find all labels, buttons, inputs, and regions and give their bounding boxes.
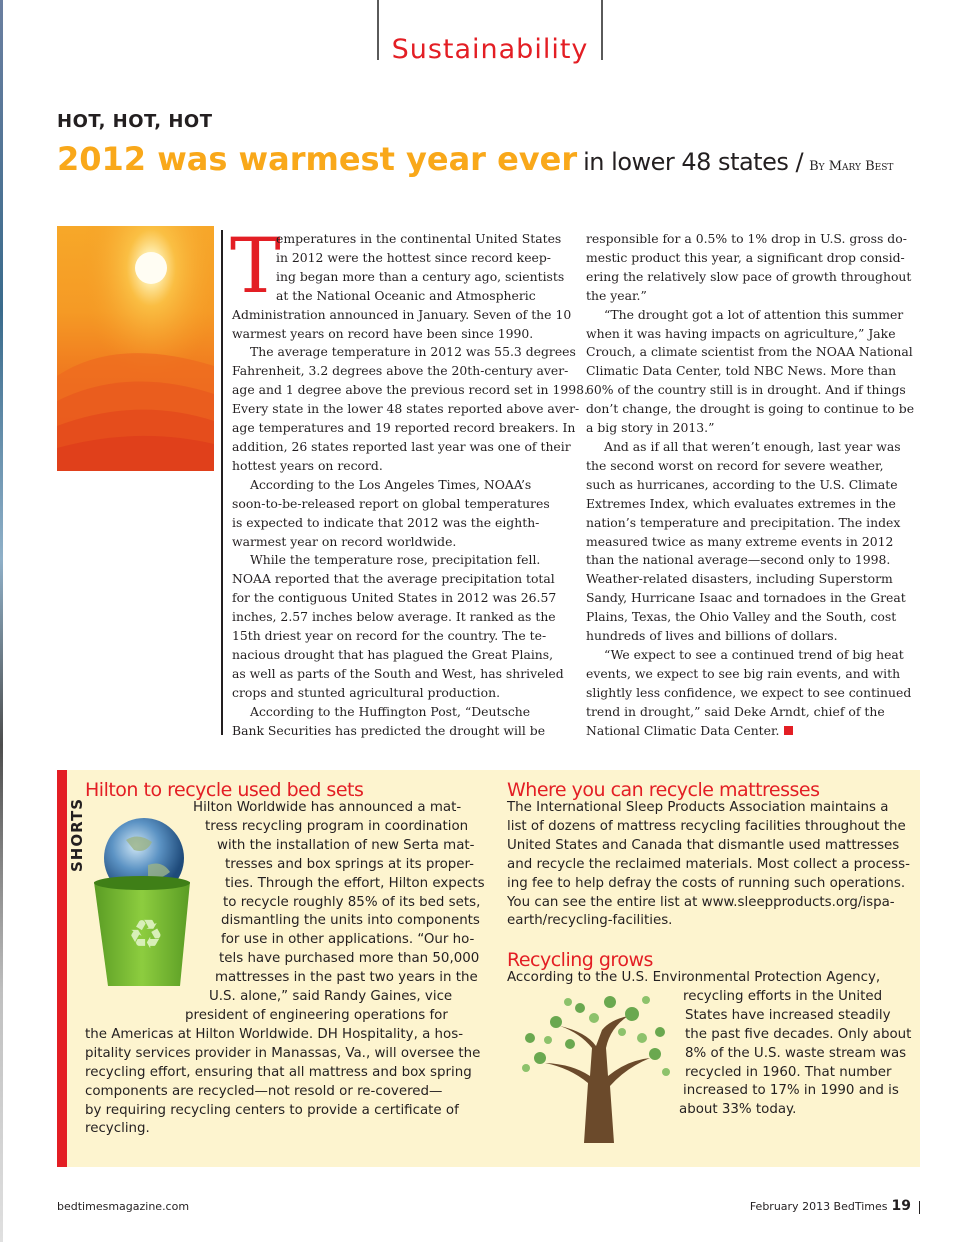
- text-line: And as if all that weren’t enough, last year was: [604, 438, 901, 454]
- text-line: at the National Oceanic and Atmospheric: [276, 287, 536, 303]
- footer-issue: [750, 1198, 920, 1214]
- text-line: events, we expect to see big rain events, and with: [586, 665, 901, 681]
- shorts-label: SHORTS: [68, 797, 86, 872]
- article-kicker: HOT, HOT, HOT: [57, 111, 213, 132]
- text-line: Climatic Data Center, told NBC News. More than: [586, 363, 897, 379]
- text-line: than the national average—second only to 1998.: [586, 552, 891, 568]
- text-line: nation’s temperature and precipitation. The index: [586, 514, 901, 530]
- text-line: recycled in 1960. That number: [685, 1064, 892, 1080]
- text-line: tress recycling program in coordination: [205, 818, 469, 834]
- text-line: Bank Securities has predicted the drought will be: [232, 722, 546, 738]
- text-line: with the installation of new Serta mat-: [217, 837, 475, 853]
- text-line: mestic product this year, a significant drop consid-: [586, 249, 905, 265]
- text-line: You can see the entire list at www.sleepproducts.org/ispa-: [507, 894, 895, 910]
- grows-body: [507, 969, 911, 1120]
- section-title: Sustainability: [391, 34, 589, 65]
- text-line: trend in drought,” said Deke Arndt, chief of the: [586, 703, 885, 719]
- text-line: recycling efforts in the United: [683, 988, 883, 1004]
- text-line: Every state in the lower 48 states reported above aver-: [232, 401, 580, 417]
- text-line: such as hurricanes, according to the U.S. Climate: [586, 476, 898, 492]
- text-line: ing fee to help defray the costs of running such operations.: [507, 875, 906, 891]
- sunset-image: [57, 226, 214, 471]
- header-rule-left: [377, 0, 379, 60]
- text-line: Weather-related disasters, including Superstorm: [586, 571, 893, 587]
- text-line: 60% of the country still is in drought. And if things: [586, 382, 906, 398]
- where-body: [507, 799, 910, 931]
- text-line: components are recycled—not resold or re-covered—: [85, 1083, 443, 1099]
- text-line: NOAA reported that the average precipitation total: [232, 571, 555, 587]
- text-line: to recycle roughly 85% of its bed sets,: [223, 894, 481, 910]
- text-line: The average temperature in 2012 was 55.3 degrees: [250, 344, 576, 360]
- text-line: age and 1 degree above the previous record set in 1998.: [232, 382, 588, 398]
- article-column-2: [586, 230, 914, 740]
- text-line: warmest years on record have been since 1990.: [232, 325, 534, 341]
- text-line: age temperatures and 19 reported record breakers. In: [232, 420, 576, 436]
- text-line: crops and stunted agricultural production.: [232, 684, 501, 700]
- text-line: the second worst on record for severe weather,: [586, 457, 884, 473]
- text-line: the Americas at Hilton Worldwide. DH Hospitality, a hos-: [85, 1026, 464, 1042]
- text-line: president of engineering operations for: [185, 1007, 448, 1023]
- text-line: “The drought got a lot of attention this summer: [604, 306, 904, 322]
- text-line: don’t change, the drought is going to continue to be: [586, 401, 915, 417]
- text-line: emperatures in the continental United States: [276, 231, 562, 246]
- text-line: soon-to-be-released report on global temperatures: [232, 495, 550, 511]
- text-line: measured twice as many extreme events in 2012: [586, 533, 894, 549]
- text-line: tels have purchased more than 50,000: [219, 951, 480, 967]
- text-line: the year.”: [586, 287, 647, 303]
- text-line-content: National Climatic Data Center.: [586, 722, 780, 738]
- article-column-1: [230, 221, 588, 740]
- shorts-bar: [57, 770, 67, 1167]
- text-line: The International Sleep Products Association maintains a: [507, 800, 889, 815]
- text-line: recycling effort, ensuring that all mattress and box spring: [85, 1064, 472, 1080]
- end-mark: [784, 726, 793, 735]
- text-line: inches, 2.57 inches below average. It ranked as the: [232, 609, 556, 625]
- text-line: nacious drought that has plagued the Great Plains,: [232, 646, 554, 662]
- hilton-body: [85, 799, 485, 1139]
- text-line: 15th driest year on record for the country. The te-: [232, 628, 547, 644]
- text-line: by requiring recycling centers to provide a certificate of: [85, 1102, 459, 1118]
- headline: [57, 140, 893, 178]
- footer-rule: [919, 1201, 920, 1214]
- text-line: a big story in 2013.”: [586, 420, 715, 436]
- text-line: addition, 26 states reported last year was one of their: [232, 438, 571, 454]
- text-line: Fahrenheit, 3.2 degrees above the 20th-century aver-: [232, 363, 569, 379]
- text-line: 8% of the U.S. waste stream was: [685, 1045, 907, 1061]
- text-line: slightly less confidence, we expect to see continued: [586, 684, 912, 700]
- text-line: pitality services provider in Manassas, Va., will oversee the: [85, 1045, 481, 1061]
- text-line: United States and Canada that dismantle used mattresses: [507, 837, 900, 853]
- column-rule: [221, 230, 223, 735]
- text-line: Crouch, a climate scientist from the NOAA National: [586, 344, 913, 360]
- page-edge: [0, 0, 3, 1242]
- text-line: ing began more than a century ago, scientists: [276, 268, 565, 284]
- header-rule-right: [601, 0, 603, 60]
- headline-main: 2012 was warmest year ever: [57, 140, 578, 178]
- text-line: U.S. alone,” said Randy Gaines, vice: [209, 989, 453, 1005]
- where-title: Where you can recycle mattresses: [507, 779, 820, 801]
- text-line: is expected to indicate that 2012 was the eighth-: [232, 514, 540, 530]
- text-line: Plains, Texas, the Ohio Valley and the South, cost: [586, 609, 897, 625]
- text-line: “We expect to see a continued trend of big heat: [604, 646, 904, 662]
- text-line: hundreds of lives and billions of dollars.: [586, 628, 838, 644]
- text-line: According to the Huffington Post, “Deutsche: [250, 703, 531, 719]
- headline-subhead: in lower 48 states /: [583, 148, 804, 176]
- text-line: While the temperature rose, precipitation fell.: [250, 552, 541, 568]
- text-line: about 33% today.: [679, 1102, 797, 1118]
- text-line: the past five decades. Only about: [685, 1026, 912, 1042]
- text-line: According to the U.S. Environmental Protection Agency,: [507, 970, 881, 985]
- page-number: 19: [891, 1198, 911, 1214]
- text-line: responsible for a 0.5% to 1% drop in U.S. gross do-: [586, 231, 907, 246]
- text-line: hottest years on record.: [232, 457, 383, 473]
- text-line: for the contiguous United States in 2012 was 26.57: [232, 590, 557, 606]
- text-line: dismantling the units into components: [221, 913, 480, 929]
- text-line: earth/recycling-facilities.: [507, 913, 673, 929]
- text-line: for use in other applications. “Our ho-: [221, 932, 475, 948]
- text-line: warmest year on record worldwide.: [232, 533, 457, 549]
- footer-issue-text: February 2013 BedTimes: [749, 1200, 888, 1213]
- text-line: recycling.: [85, 1121, 150, 1137]
- text-line: According to the Los Angeles Times, NOAA’s: [250, 476, 532, 492]
- text-line: tresses and box springs at its proper-: [225, 856, 474, 872]
- text-line: as well as parts of the South and West, has shriveled: [232, 665, 564, 681]
- text-line: and recycle the reclaimed materials. Most collect a process-: [507, 856, 910, 872]
- hilton-title: Hilton to recycle used bed sets: [85, 779, 364, 801]
- text-line: ties. Through the effort, Hilton expects: [225, 875, 485, 891]
- text-line: [586, 722, 914, 741]
- text-line: increased to 17% in 1990 and is: [683, 1083, 899, 1099]
- text-line: mattresses in the past two years in the: [215, 970, 478, 986]
- text-line: Sandy, Hurricane Isaac and tornadoes in the Great: [586, 590, 906, 606]
- text-line: States have increased steadily: [685, 1007, 891, 1023]
- text-line: in 2012 were the hottest since record keep-: [276, 249, 551, 265]
- text-line: Hilton Worldwide has announced a mat-: [193, 800, 462, 815]
- text-line: ering the relatively slow pace of growth throughout: [586, 268, 912, 284]
- svg-text:♻: ♻: [128, 912, 164, 958]
- text-line: Administration announced in January. Seven of the 10: [232, 306, 572, 322]
- footer-site: bedtimesmagazine.com: [57, 1200, 190, 1213]
- byline: By Mary Best: [809, 159, 894, 174]
- text-line: when it was having impacts on agriculture,” Jake: [586, 325, 896, 341]
- text-line: Extremes Index, which evaluates extremes in the: [586, 495, 896, 511]
- drop-cap: T: [230, 221, 281, 310]
- text-line: list of dozens of mattress recycling facilities throughout the: [507, 818, 906, 834]
- grows-title: Recycling grows: [507, 949, 653, 971]
